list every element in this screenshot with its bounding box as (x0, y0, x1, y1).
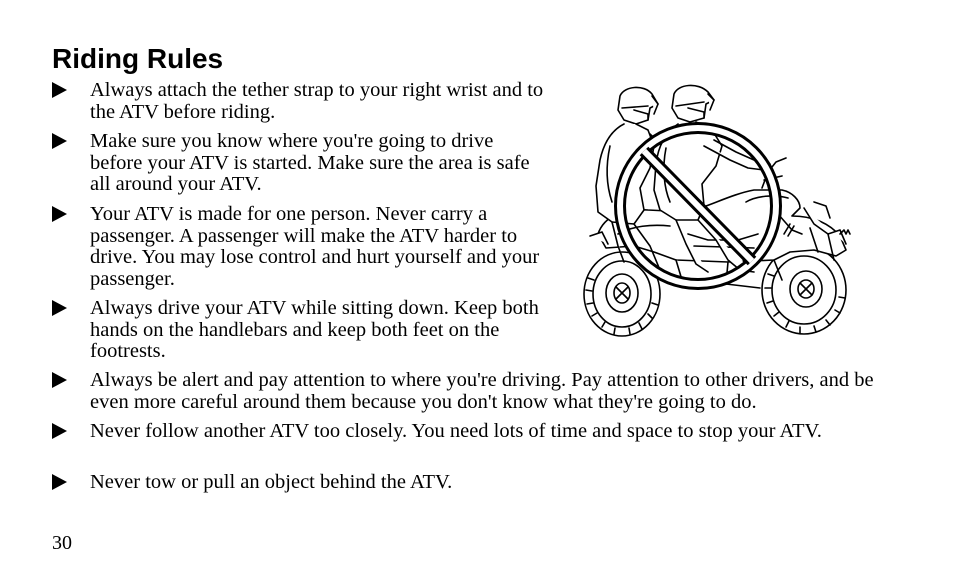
rule-text: Always be alert and pay attention to where you're driving. Pay attention to other drivers, and be even more careful around them because you don't know what they're going to do. (90, 369, 874, 413)
no-passenger-atv-icon (578, 84, 868, 340)
rule-item (52, 204, 550, 290)
bullet-triangle-icon (52, 372, 67, 388)
page-number: 30 (52, 532, 72, 554)
rule-item (52, 131, 550, 196)
rule-text: Never tow or pull an object behind the ATV. (90, 471, 453, 493)
rule-item (52, 421, 870, 443)
rule-text: Make sure you know where you're going to drive before your ATV is started. Make sure the area is safe all around your ATV. (90, 130, 530, 195)
bullet-triangle-icon (52, 206, 67, 222)
rule-item (52, 298, 550, 363)
bullet-triangle-icon (52, 300, 67, 316)
rule-text: Your ATV is made for one person. Never carry a passenger. A passenger will make the ATV harder to drive. You may lose control and hurt yourself and your passenger. (90, 203, 540, 290)
bullet-triangle-icon (52, 133, 67, 149)
bullet-triangle-icon (52, 474, 67, 490)
rule-text: Always drive your ATV while sitting down. Keep both hands on the handlebars and keep both feet on the footrests. (90, 297, 539, 362)
rule-item (52, 370, 910, 413)
page-title: Riding Rules (52, 43, 224, 74)
bullet-triangle-icon (52, 423, 67, 439)
rule-text: Always attach the tether strap to your right wrist and to the ATV before riding. (90, 79, 544, 123)
bullet-triangle-icon (52, 82, 67, 98)
rule-item (52, 472, 910, 494)
rule-item (52, 80, 550, 123)
rule-text: Never follow another ATV too closely. You need lots of time and space to stop your ATV. (90, 420, 822, 442)
